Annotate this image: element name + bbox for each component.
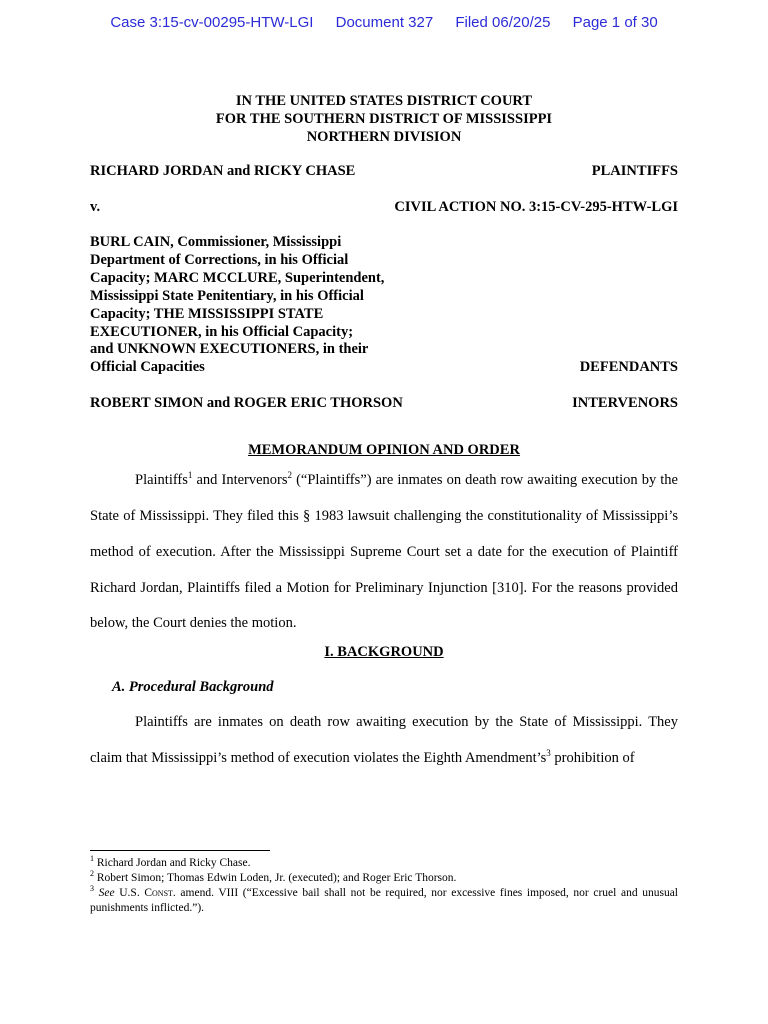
- court-line-1: IN THE UNITED STATES DISTRICT COURT: [235, 93, 533, 109]
- intervenors-names: ROBERT SIMON and ROGER ERIC THORSON: [90, 395, 403, 412]
- defendants-line: Department of Corrections, in his Official: [90, 251, 349, 268]
- footnote-2: [90, 871, 678, 886]
- footnote-1: [90, 856, 678, 871]
- background-paragraph: [90, 705, 678, 777]
- footnote-3: [90, 886, 678, 916]
- footnote-number: 1: [90, 854, 94, 864]
- footnote-divider: [90, 850, 270, 851]
- versus-text: v.: [90, 199, 101, 215]
- footnote-ref-2[interactable]: 2: [287, 470, 293, 481]
- para1-intervenors: and Intervenors: [192, 472, 288, 489]
- footnote-us: U.S.: [114, 887, 145, 899]
- page-indicator: Page 1 of 30: [572, 14, 658, 31]
- defendants-line: BURL CAIN, Commissioner, Mississippi: [90, 234, 342, 250]
- plaintiffs-row: [90, 163, 678, 180]
- defendants-label: DEFENDANTS: [579, 359, 678, 376]
- defendants-line: Capacity; MARC MCCLURE, Superintendent,: [90, 269, 385, 286]
- defendants-line: EXECUTIONER, in his Official Capacity;: [90, 323, 354, 340]
- intro-paragraph: [90, 463, 678, 642]
- para2-body: Plaintiffs are inmates on death row awaiting execution by the State of Mississippi. They claim that Mississippi’s method of execution violates the Eighth Amendment’s: [90, 714, 678, 767]
- court-line-2: FOR THE SOUTHERN DISTRICT OF MISSISSIPPI: [215, 111, 553, 127]
- versus-row: [90, 199, 678, 216]
- para1-body: (“Plaintiffs”) are inmates on death row awaiting execution by the State of Mississippi. They filed this § 1983 lawsuit challenging the constitutionality of Mississippi’s method of execution. After the Mississippi Supreme Court set a date for the execution of Plaintiff Richard Jordan, Plaintiffs filed a Motion for Preliminary Injunction [310]. For the reasons provided below, the Court denies the motion.: [90, 472, 678, 632]
- footnote-ref-1[interactable]: 1: [187, 470, 193, 481]
- subsection-heading-procedural: A. Procedural Background: [112, 679, 274, 696]
- footnote-number: 3: [90, 884, 94, 894]
- footnote-const: Const: [144, 887, 173, 899]
- intervenors-row: [90, 395, 678, 412]
- defendants-line: and UNKNOWN EXECUTIONERS, in their: [90, 341, 369, 358]
- plaintiffs-label: PLAINTIFFS: [591, 163, 678, 179]
- section-heading-background: I. BACKGROUND: [324, 644, 444, 661]
- court-line-3: NORTHERN DIVISION: [306, 129, 462, 145]
- footnote-ref-3[interactable]: 3: [546, 748, 551, 759]
- para1-word-plaintiffs: Plaintiffs: [135, 472, 188, 489]
- footnote-text: Robert Simon; Thomas Edwin Loden, Jr. (executed); and Roger Eric Thorson.: [94, 872, 457, 884]
- intervenors-label: INTERVENORS: [572, 395, 678, 412]
- document-number: Document 327: [335, 14, 434, 31]
- footnote-signal-see: See: [98, 887, 115, 899]
- filed-date: Filed 06/20/25: [455, 14, 551, 31]
- defendants-line: Mississippi State Penitentiary, in his Official: [90, 287, 364, 304]
- defendants-block: [90, 234, 678, 377]
- footnote-number: 2: [90, 869, 94, 879]
- defendants-line: Official Capacities: [90, 359, 205, 376]
- plaintiffs-names: RICHARD JORDAN and RICKY CHASE: [90, 163, 356, 179]
- footnotes: [90, 856, 678, 916]
- document-page: [90, 92, 678, 777]
- defendants-last-row: [90, 359, 678, 377]
- footnote-text: Richard Jordan and Ricky Chase.: [94, 857, 251, 869]
- defendants-line: Capacity; THE MISSISSIPPI STATE: [90, 305, 324, 322]
- case-number: Case 3:15-cv-00295-HTW-LGI: [110, 14, 314, 31]
- court-title: [90, 92, 678, 146]
- civil-action-number: CIVIL ACTION NO. 3:15-CV-295-HTW-LGI: [394, 199, 678, 215]
- footnote-text: . amend. VIII (“Excessive bail shall not be required, nor excessive fines imposed, nor cruel and unusual punishments inflicted.”).: [90, 887, 679, 914]
- filing-header-stamp: [0, 14, 768, 31]
- para2-tail: prohibition of: [550, 750, 635, 767]
- memorandum-title: MEMORANDUM OPINION AND ORDER: [248, 442, 520, 459]
